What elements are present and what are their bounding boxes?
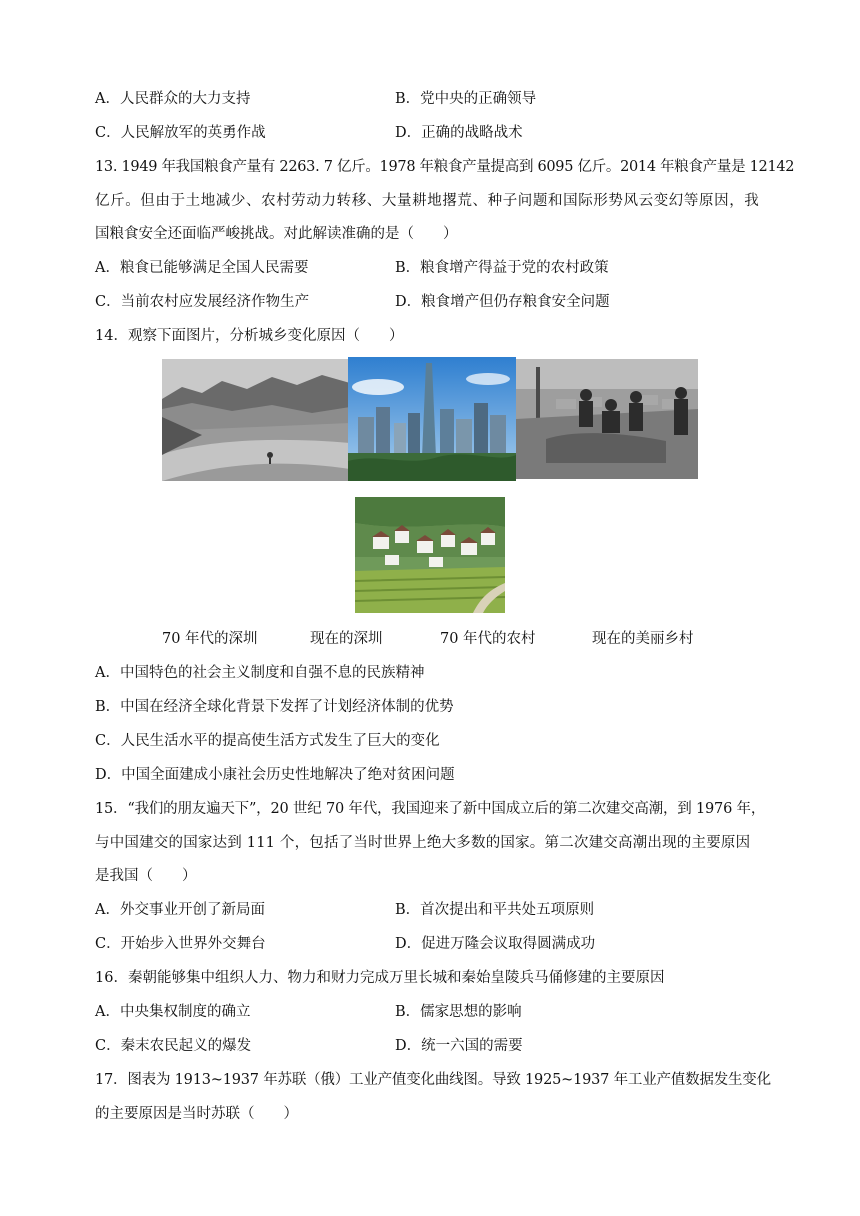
q13-stem-line-2: 亿斤。但由于土地减少、农村劳动力转移、大量耕地撂荒、种子问题和国际形势风云变幻等原因，我 (95, 193, 760, 209)
q14-option-c: C．人民生活水平的提高使生活方式发生了巨大的变化 (95, 733, 440, 749)
q14-option-d: D．中国全面建成小康社会历史性地解决了绝对贫困问题 (95, 767, 455, 783)
q15-stem-line-3: 是我国（ ） (95, 868, 197, 884)
q12-option-c: C．人民解放军的英勇作战 (95, 125, 266, 141)
q14-option-b: B．中国在经济全球化背景下发挥了计划经济体制的优势 (95, 699, 454, 715)
shenzhen-1970s-photo (162, 359, 350, 481)
q16-option-c: C．秦末农民起义的爆发 (95, 1038, 252, 1054)
q15-option-a: A．外交事业开创了新局面 (95, 902, 265, 918)
caption-countryside-1970s: 70 年代的农村 (440, 631, 536, 647)
q13-option-d: D．粮食增产但仍存粮食安全问题 (395, 294, 610, 310)
q15-stem-line-2: 与中国建交的国家达到 111 个，包括了当时世界上绝大多数的国家。第二次建交高潮出现的主要原因 (95, 835, 751, 851)
q15-stem-line-1: 15．“我们的朋友遍天下”，20 世纪 70 年代，我国迎来了新中国成立后的第二次建交高潮，到 1976 年， (95, 801, 766, 817)
q17-stem-line-2: 的主要原因是当时苏联（ ） (95, 1106, 298, 1122)
shenzhen-now-photo (348, 357, 516, 481)
countryside-1970s-photo (516, 359, 698, 479)
q13-option-c: C．当前农村应发展经济作物生产 (95, 294, 310, 310)
q13-stem-line-1: 13. 1949 年我国粮食产量有 2263. 7 亿斤。1978 年粮食产量提高到 6095 亿斤。2014 年粮食产量是 12142 (95, 159, 795, 175)
q16-option-b: B．儒家思想的影响 (395, 1004, 522, 1020)
caption-countryside-now: 现在的美丽乡村 (592, 631, 694, 647)
q14-stem: 14．观察下面图片，分析城乡变化原因（ ） (95, 328, 404, 344)
q17-stem-line-1: 17．图表为 1913~1937 年苏联（俄）工业产值变化曲线图。导致 1925~1937 年工业产值数据发生变化 (95, 1072, 771, 1088)
q16-stem: 16．秦朝能够集中组织人力、物力和财力完成万里长城和秦始皇陵兵马俑修建的主要原因 (95, 970, 665, 986)
q12-option-b: B．党中央的正确领导 (395, 91, 537, 107)
q15-option-d: D．促进万隆会议取得圆满成功 (395, 936, 596, 952)
q13-option-a: A．粮食已能够满足全国人民需要 (95, 260, 309, 276)
q13-stem-line-3: 国粮食安全还面临严峻挑战。对此解读准确的是（ ） (95, 226, 458, 242)
q12-option-a: A．人民群众的大力支持 (95, 91, 251, 107)
caption-shenzhen-now: 现在的深圳 (310, 631, 383, 647)
q14-option-a: A．中国特色的社会主义制度和自强不息的民族精神 (95, 665, 425, 681)
beautiful-countryside-photo (355, 497, 505, 613)
q12-option-d: D．正确的战略战术 (395, 125, 523, 141)
q15-option-b: B．首次提出和平共处五项原则 (395, 902, 595, 918)
q13-option-b: B．粮食增产得益于党的农村政策 (395, 260, 609, 276)
q16-option-a: A．中央集权制度的确立 (95, 1004, 251, 1020)
q16-option-d: D．统一六国的需要 (395, 1038, 523, 1054)
q15-option-c: C．开始步入世界外交舞台 (95, 936, 266, 952)
caption-shenzhen-1970s: 70 年代的深圳 (162, 631, 258, 647)
